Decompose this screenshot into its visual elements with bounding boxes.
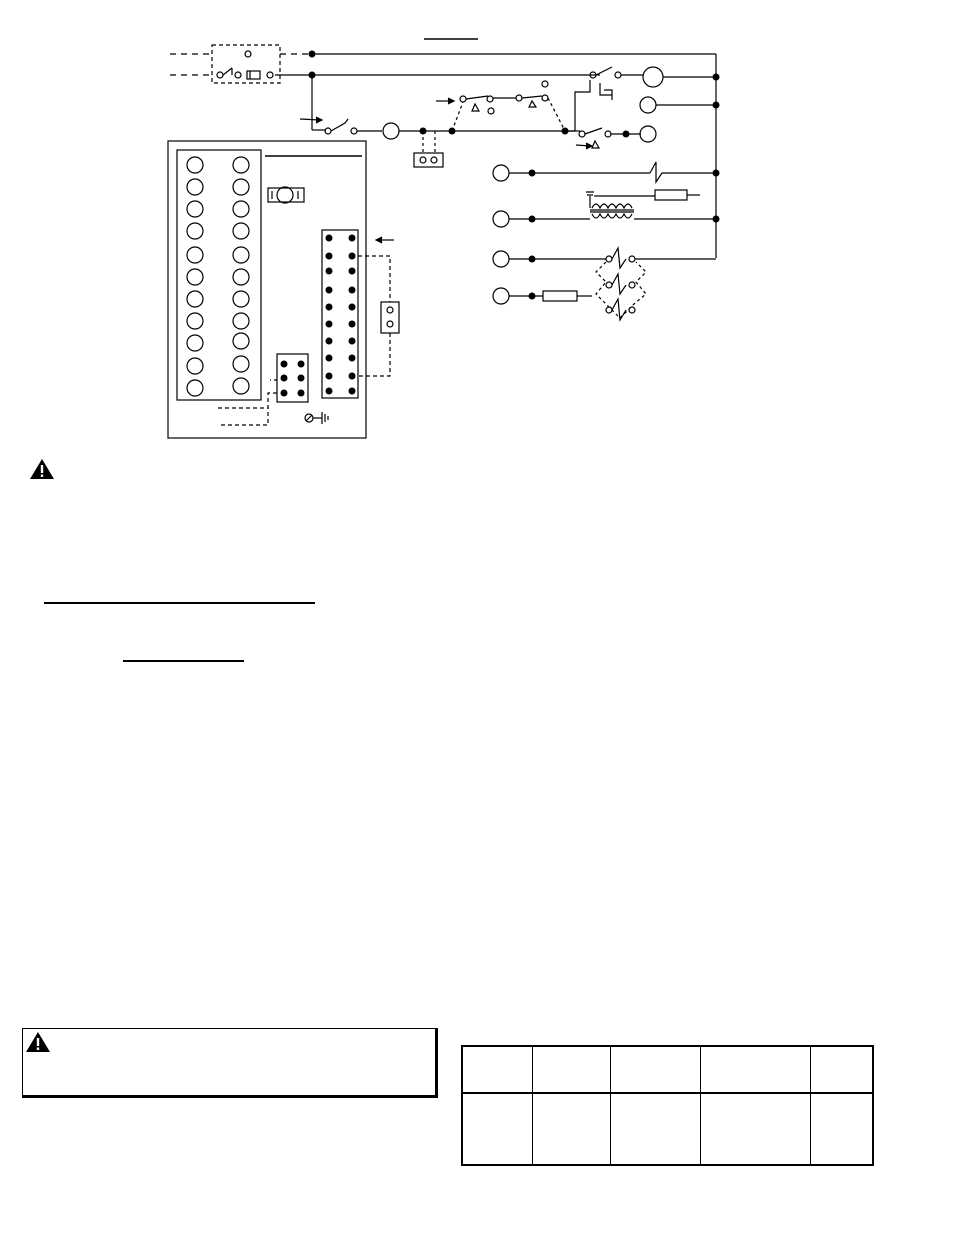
table-header-cell <box>462 1046 532 1093</box>
transformer-primary <box>592 204 632 208</box>
warning-triangle-icon <box>29 458 55 480</box>
sub-heading-underline <box>123 660 244 662</box>
jumper-block-small <box>414 153 443 167</box>
terminal-a <box>493 165 509 181</box>
heater-symbol <box>650 162 662 182</box>
resistor-1 <box>655 190 687 200</box>
wiring-diagram <box>0 0 954 470</box>
transformer-secondary <box>592 214 632 218</box>
terminal-d <box>493 288 509 304</box>
fuse-contact-right <box>267 72 273 78</box>
motor-relay-switch <box>596 67 612 75</box>
table-header-cell <box>810 1046 873 1093</box>
table-header-cell <box>700 1046 810 1093</box>
table-cell <box>700 1093 810 1165</box>
table-cell <box>610 1093 700 1165</box>
thermostat-1 <box>612 248 626 268</box>
junction-dots <box>309 51 720 300</box>
table-header-row <box>462 1046 873 1093</box>
table-header-cell <box>532 1046 610 1093</box>
small-connector-pins <box>281 361 305 397</box>
control-board <box>168 141 366 438</box>
fuse-contact-mid <box>235 72 241 78</box>
motor-symbol <box>643 67 663 87</box>
device-2-symbol <box>640 97 656 113</box>
terminal-b <box>493 211 509 227</box>
table-cell <box>532 1093 610 1165</box>
table-cell <box>462 1093 532 1165</box>
spec-table <box>461 1045 874 1166</box>
disconnect-contact <box>245 51 251 57</box>
main-connector-pins <box>326 235 356 395</box>
table-row <box>462 1093 873 1165</box>
warning-box <box>22 1028 438 1098</box>
device-3-symbol <box>640 126 656 142</box>
optional-thermostat-outline <box>596 262 646 318</box>
thermostat-3 <box>612 299 626 320</box>
limit-switch-1 <box>466 96 488 99</box>
table-cell <box>810 1093 873 1165</box>
resistor-2 <box>543 291 577 301</box>
limit-switch-2 <box>522 96 542 98</box>
door-switch-device <box>383 123 399 139</box>
fuse-switch <box>223 68 232 75</box>
section-heading-underline <box>44 602 315 604</box>
warning-triangle-icon <box>25 1031 51 1053</box>
terminal-strip-terminals <box>187 157 249 396</box>
thermostat-2 <box>612 274 626 294</box>
door-switch <box>331 119 348 131</box>
terminal-c <box>493 251 509 267</box>
fuse-symbol <box>247 71 260 79</box>
fuse-contact-left <box>217 72 223 78</box>
overload-symbol <box>600 83 612 100</box>
table-header-cell <box>610 1046 700 1093</box>
pressure-switch <box>585 128 602 134</box>
